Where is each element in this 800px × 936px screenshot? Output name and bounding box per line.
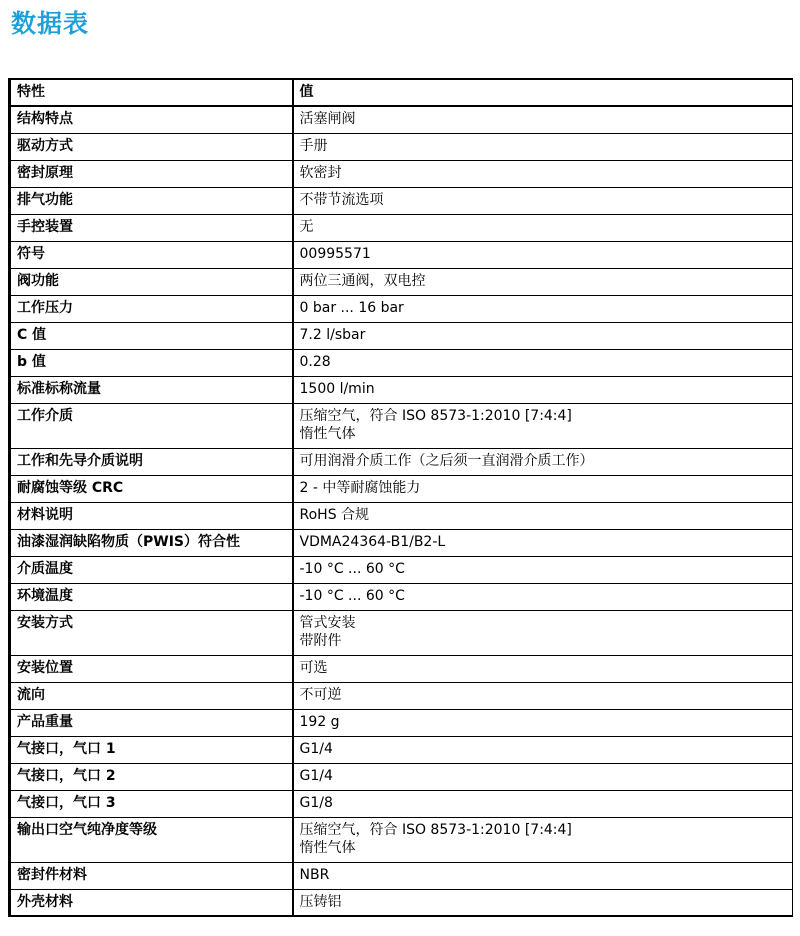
- table-row: [10, 214, 793, 241]
- page-title: 数据表: [11, 9, 90, 38]
- row-value-line: 00995571: [299, 245, 371, 262]
- row-value-line: 压缩空气，符合 ISO 8573-1:2010 [7:4:4]: [299, 821, 572, 838]
- table-row: [10, 655, 793, 682]
- row-value-line: NBR: [299, 866, 330, 883]
- row-value-line: 1500 l/min: [299, 380, 375, 397]
- row-value: [293, 214, 793, 241]
- row-value: [293, 403, 793, 448]
- row-value: [293, 160, 793, 187]
- table-row: [10, 475, 793, 502]
- row-value-line: 惰性气体: [299, 425, 356, 442]
- header-value: 值: [293, 79, 793, 106]
- table-row: [10, 322, 793, 349]
- row-value-line: 惰性气体: [299, 839, 356, 856]
- row-key: 气接口，气口 1: [10, 736, 293, 763]
- row-key: 驱动方式: [10, 133, 293, 160]
- row-value: [293, 709, 793, 736]
- table-header-row: [10, 79, 793, 106]
- row-value-line: 软密封: [299, 164, 342, 181]
- row-value: [293, 682, 793, 709]
- table-row: [10, 106, 793, 133]
- row-key: 环境温度: [10, 583, 293, 610]
- row-key: C 值: [10, 322, 293, 349]
- row-value: [293, 322, 793, 349]
- row-key: 耐腐蚀等级 CRC: [10, 475, 293, 502]
- row-key: 密封原理: [10, 160, 293, 187]
- row-value: [293, 268, 793, 295]
- row-key: 油漆湿润缺陷物质（PWIS）符合性: [10, 529, 293, 556]
- table-row: [10, 268, 793, 295]
- row-value-line: 无: [299, 218, 314, 235]
- row-value: [293, 889, 793, 916]
- row-value-line: 带附件: [299, 632, 342, 649]
- table-row: [10, 763, 793, 790]
- row-value: [293, 736, 793, 763]
- row-value: [293, 790, 793, 817]
- table-row: [10, 403, 793, 448]
- row-key: b 值: [10, 349, 293, 376]
- table-row: [10, 790, 793, 817]
- row-value-line: RoHS 合规: [299, 506, 370, 523]
- row-value: [293, 133, 793, 160]
- row-key: 符号: [10, 241, 293, 268]
- row-key: 材料说明: [10, 502, 293, 529]
- row-key: 手控装置: [10, 214, 293, 241]
- row-key: 密封件材料: [10, 862, 293, 889]
- table-row: [10, 736, 793, 763]
- table-body: [10, 106, 793, 916]
- row-value-line: 两位三通阀，双电控: [299, 272, 426, 289]
- row-value-line: 不可逆: [299, 686, 342, 703]
- row-value: [293, 448, 793, 475]
- row-value: [293, 502, 793, 529]
- row-key: 安装方式: [10, 610, 293, 655]
- table-row: [10, 817, 793, 862]
- table-row: [10, 448, 793, 475]
- table-row: [10, 187, 793, 214]
- row-key: 工作介质: [10, 403, 293, 448]
- row-value-line: 活塞闸阀: [299, 111, 356, 127]
- row-key: 工作和先导介质说明: [10, 448, 293, 475]
- table-row: [10, 889, 793, 916]
- table-row: [10, 529, 793, 556]
- row-value-line: G1/4: [299, 740, 333, 757]
- row-value: [293, 763, 793, 790]
- row-key: 结构特点: [10, 106, 293, 133]
- row-value-line: 2 - 中等耐腐蚀能力: [299, 479, 421, 496]
- row-value-line: 压缩空气，符合 ISO 8573-1:2010 [7:4:4]: [299, 407, 572, 424]
- row-key: 气接口，气口 2: [10, 763, 293, 790]
- row-value: [293, 610, 793, 655]
- row-value-line: 压铸铝: [299, 893, 342, 910]
- row-key: 气接口，气口 3: [10, 790, 293, 817]
- row-key: 介质温度: [10, 556, 293, 583]
- row-key: 流向: [10, 682, 293, 709]
- row-value-line: 可选: [299, 659, 328, 676]
- row-value-line: 可用润滑介质工作（之后须一直润滑介质工作）: [299, 452, 594, 469]
- row-value-line: 0 bar ... 16 bar: [299, 299, 404, 316]
- row-value: [293, 349, 793, 376]
- row-value: [293, 583, 793, 610]
- row-value-line: 手册: [299, 137, 328, 154]
- row-key: 标准标称流量: [10, 376, 293, 403]
- row-key: 排气功能: [10, 187, 293, 214]
- table-row: [10, 682, 793, 709]
- table-row: [10, 610, 793, 655]
- row-value-line: 不带节流选项: [299, 191, 384, 208]
- row-value-line: 0.28: [299, 353, 331, 370]
- row-value-line: 192 g: [299, 713, 340, 730]
- row-value: [293, 655, 793, 682]
- table-row: [10, 133, 793, 160]
- row-key: 输出口空气纯净度等级: [10, 817, 293, 862]
- row-value: [293, 862, 793, 889]
- row-value: [293, 295, 793, 322]
- row-value-line: -10 °C ... 60 °C: [299, 560, 405, 577]
- row-key: 外壳材料: [10, 889, 293, 916]
- row-key: 安装位置: [10, 655, 293, 682]
- row-value-line: G1/4: [299, 767, 333, 784]
- row-key: 工作压力: [10, 295, 293, 322]
- row-value-line: 管式安装: [299, 614, 356, 631]
- table-row: [10, 349, 793, 376]
- table-row: [10, 502, 793, 529]
- row-key: 产品重量: [10, 709, 293, 736]
- row-value-line: VDMA24364-B1/B2-L: [299, 533, 446, 550]
- row-value: [293, 556, 793, 583]
- row-value: [293, 529, 793, 556]
- row-value-line: 7.2 l/sbar: [299, 326, 366, 343]
- row-value-line: -10 °C ... 60 °C: [299, 587, 405, 604]
- row-value-line: G1/8: [299, 794, 333, 811]
- header-key: 特性: [10, 79, 293, 106]
- table-row: [10, 160, 793, 187]
- row-value: [293, 817, 793, 862]
- table-row: [10, 583, 793, 610]
- table-row: [10, 709, 793, 736]
- datasheet-table: [8, 78, 793, 917]
- datasheet: [8, 78, 791, 917]
- table-row: [10, 241, 793, 268]
- row-value: [293, 475, 793, 502]
- table-row: [10, 556, 793, 583]
- table-row: [10, 376, 793, 403]
- table-row: [10, 295, 793, 322]
- row-key: 阀功能: [10, 268, 293, 295]
- row-value: [293, 187, 793, 214]
- table-row: [10, 862, 793, 889]
- row-value: [293, 376, 793, 403]
- row-value: [293, 106, 793, 133]
- row-value: [293, 241, 793, 268]
